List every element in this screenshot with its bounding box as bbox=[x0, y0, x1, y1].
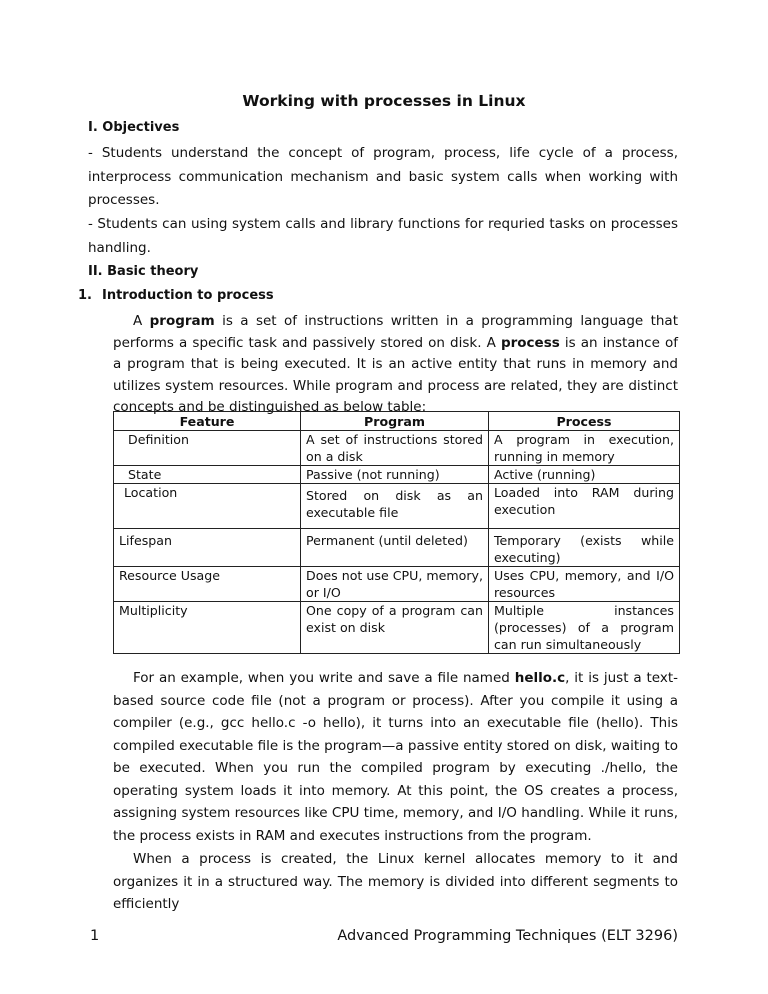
table-cell: Multiplicity bbox=[114, 602, 301, 654]
table-row bbox=[114, 602, 680, 654]
table-cell: State bbox=[114, 466, 301, 484]
section-1-number: 1. bbox=[78, 288, 92, 303]
footer-course-title: Advanced Programming Techniques (ELT 3296) bbox=[337, 928, 678, 944]
table-cell: One copy of a program can exist on disk bbox=[301, 602, 489, 654]
table-cell: A program in execution, running in memory bbox=[489, 431, 680, 466]
table-cell: Passive (not running) bbox=[301, 466, 489, 484]
objectives-heading: I. Objectives bbox=[88, 120, 180, 135]
table-cell: Resource Usage bbox=[114, 567, 301, 602]
table-row bbox=[114, 567, 680, 602]
table-header-cell: Program bbox=[301, 412, 489, 431]
objective-item-1: - Students understand the concept of program, process, life cycle of a process, interprocess communication mechanism and basic system calls when working with processes. bbox=[88, 145, 678, 208]
document-title: Working with processes in Linux bbox=[242, 92, 526, 110]
table-row bbox=[114, 466, 680, 484]
example-paragraph: For an example, when you write and save a file named hello.c, it is just a text-based source code file (not a program or process). After you compile it using a compiler (e.g., gcc hello.c -o hello), it turns into an executable file (hello). This compiled executable file is the program—a passive entity stored on disk, waiting to be executed. When you run the compiled program by executing ./hello, the operating system loads it into memory. At this point, the OS creates a process, assigning system resources like CPU time, memory, and I/O handling. While it runs, the process exists in RAM and executes instructions from the program. bbox=[113, 670, 678, 844]
section-1-title: Introduction to process bbox=[102, 288, 274, 303]
table-row bbox=[114, 431, 680, 466]
keyword-process: process bbox=[500, 334, 560, 351]
basic-theory-heading: II. Basic theory bbox=[88, 264, 199, 279]
table-cell: Active (running) bbox=[489, 466, 680, 484]
table-cell: Loaded into RAM during execution bbox=[489, 484, 680, 529]
table-cell: Stored on disk as an executable file bbox=[301, 484, 489, 529]
table-cell: Multiple instances (processes) of a program can run simultaneously bbox=[489, 602, 680, 654]
table-cell: Temporary (exists while executing) bbox=[489, 529, 680, 567]
table-cell: Uses CPU, memory, and I/O resources bbox=[489, 567, 680, 602]
table-cell: Location bbox=[114, 484, 301, 529]
table-cell: Lifespan bbox=[114, 529, 301, 567]
memory-paragraph: When a process is created, the Linux kernel allocates memory to it and organizes it in a structured way. The memory is divided into different segments to efficiently bbox=[113, 851, 678, 912]
table-cell: Permanent (until deleted) bbox=[301, 529, 489, 567]
table-row bbox=[114, 484, 680, 529]
table-header-cell: Process bbox=[489, 412, 680, 431]
table-header-cell: Feature bbox=[114, 412, 301, 431]
objective-item-2: - Students can using system calls and library functions for requried tasks on processes handling. bbox=[88, 216, 678, 256]
table-header-row bbox=[114, 412, 680, 431]
table-row bbox=[114, 529, 680, 567]
program-vs-process-table bbox=[113, 411, 680, 654]
table-cell: A set of instructions stored on a disk bbox=[301, 431, 489, 466]
table-cell: Does not use CPU, memory, or I/O bbox=[301, 567, 489, 602]
keyword-program: program bbox=[149, 313, 215, 329]
page-number: 1 bbox=[90, 928, 100, 944]
intro-paragraph: A program is a set of instructions written in a programming language that performs a specific task and passively stored on disk. A process is an instance of a program that is being executed. It is an active entity that runs in memory and utilizes system resources. While program and process are related, they are distinct concepts and be distinguished as below table: bbox=[113, 313, 678, 415]
keyword-hello-c: hello.c bbox=[514, 670, 566, 686]
section-1-heading bbox=[78, 288, 274, 303]
table-cell: Definition bbox=[114, 431, 301, 466]
